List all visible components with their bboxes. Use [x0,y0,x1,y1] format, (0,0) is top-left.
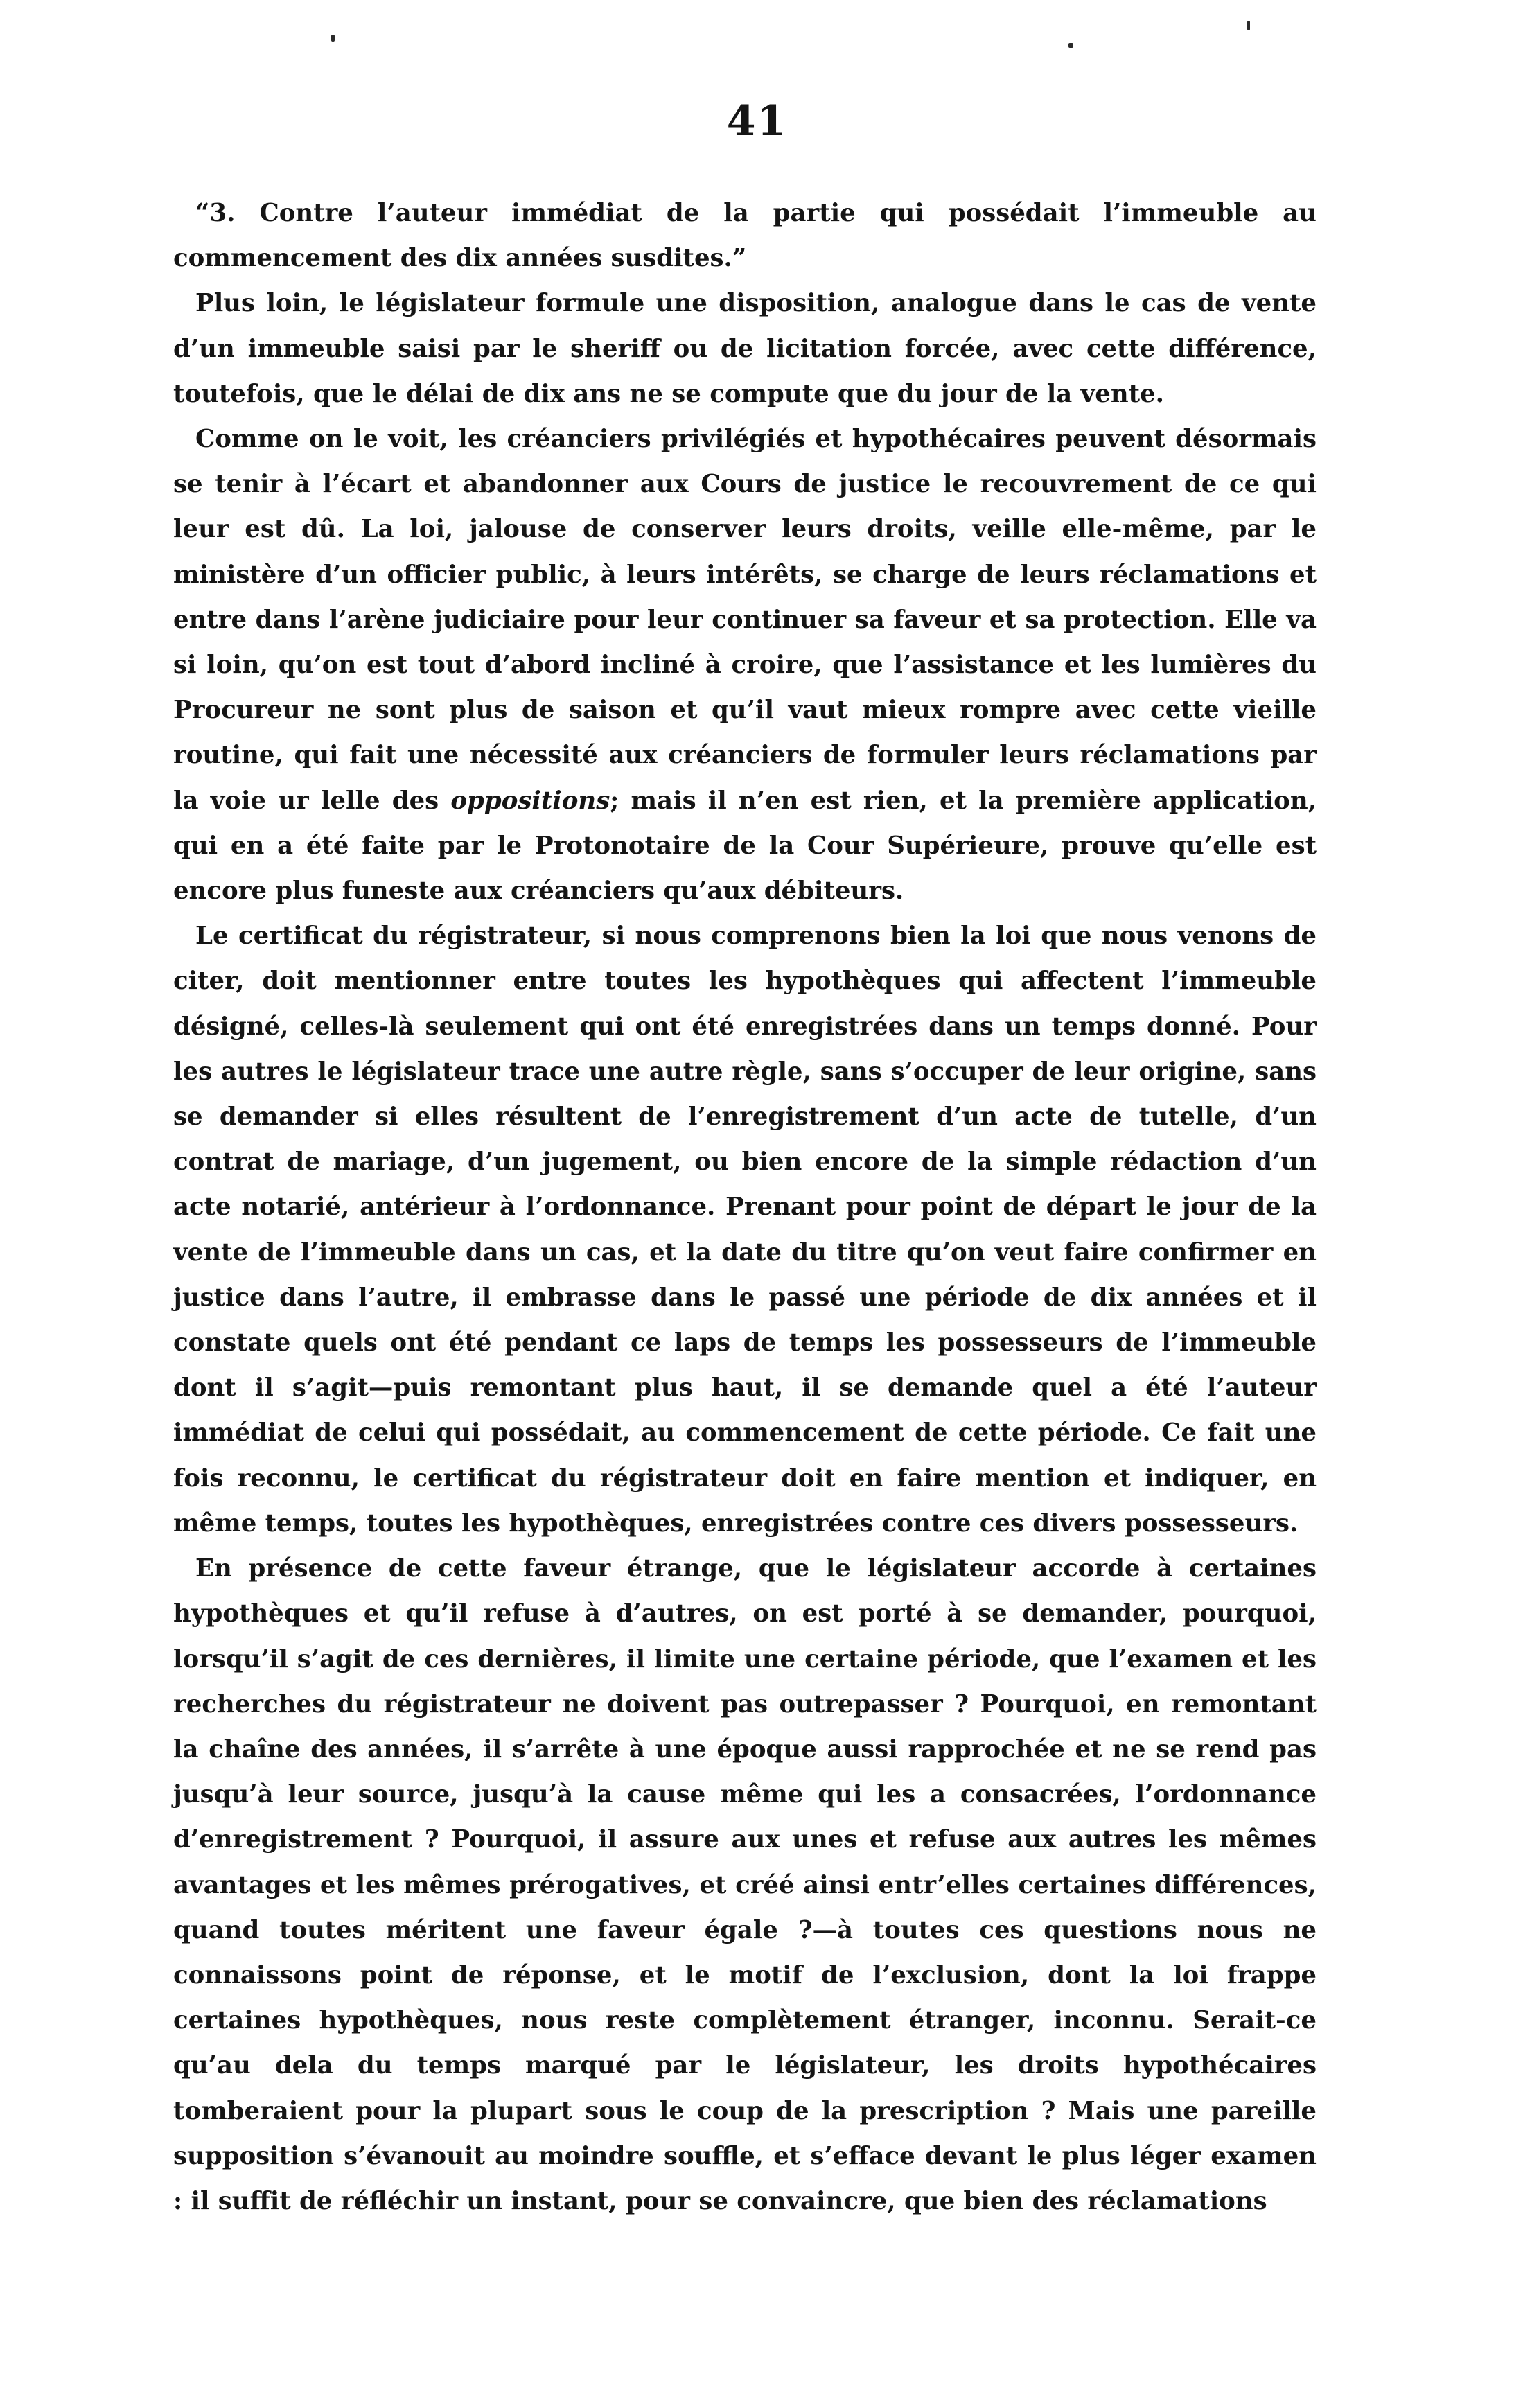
margin-speck [331,35,335,42]
paragraph: En présence de cette faveur étrange, que le législateur accorde à certaines hypothèques et qu’il refuse à d’autres, on est porté à se demander, pourquoi, lorsqu’il s’agit de ces dernières, il limite une certaine période, que l’examen et les recherches du régistrateur ne doivent pas outrepasser ? Pourquoi, en remontant la chaîne des années, il s’arrête à une époque aussi rapprochée et ne se rend pas jusqu’à leur source, jusqu’à la cause même qui les a consacrées, l’ordonnance d’enregistrement ? Pourquoi, il assure aux unes et refuse aux autres les mêmes avantages et les mêmes prérogatives, et créé ainsi entr’elles certaines différences, quand toutes méritent une faveur égale ?—à toutes ces questions nous ne connaissons point de réponse, et le motif de l’exclusion, dont la loi frappe certaines hypothèques, nous reste complètement étranger, inconnu. Serait-ce qu’au dela du temps marqué par le législateur, les droits hypothécaires tomberaient pour la plupart sous le coup de la prescription ? Mais une pareille supposition s’évanouit au moindre souffle, et s’efface devant le plus léger examen : il suffit de réfléchir un instant, pour se convaincre, que bien des réclamations [173,1554,1317,2215]
paragraph: Le certificat du régistrateur, si nous comprenons bien la loi que nous venons de citer, doit mentionner entre toutes les hypothèques qui affectent l’immeuble désigné, celles-là seulement qui ont été enregistrées dans un temps donné. Pour les autres le législateur trace une autre règle, sans s’occuper de leur origine, sans se demander si elles résultent de l’enregistrement d’un acte de tutelle, d’un contrat de mariage, d’un jugement, ou bien encore de la simple rédaction d’un acte notarié, antérieur à l’ordonnance. Prenant pour point de départ le jour de la vente de l’immeuble dans un cas, et la date du titre qu’on veut faire confirmer en justice dans l’autre, il embrasse dans le passé une période de dix années et il constate quels ont été pendant ce laps de temps les possesseurs de l’immeuble dont il s’agit—puis remontant plus haut, il se demande quel a été l’auteur immédiat de celui qui possédait, au commencement de cette période. Ce fait une fois reconnu, le certificat du régistrateur doit en faire mention et indiquer, en même temps, toutes les hypothèques, enregistrées contre ces divers possesseurs. [173,922,1317,1538]
margin-speck [1247,21,1250,30]
margin-speck [1068,43,1073,48]
paragraph [173,416,1317,913]
paragraph: Plus loin, le législateur formule une disposition, analogue dans le cas de vente d’un immeuble saisi par le sheriff ou de licitation forcée, avec cette différence, toutefois, que le délai de dix ans ne se compute que du jour de la vente. [173,289,1317,408]
italic-term: oppositions [450,786,610,815]
paragraph-text: Comme on le voit, les créanciers privilégiés et hypothécaires peuvent désormais se tenir à l’écart et abandonner aux Cours de justice le recouvrement de ce qui leur est dû. La loi, jalouse de conserver leurs droits, veille elle-même, par le ministère d’un officier public, à leurs intérêts, se charge de leurs réclamations et entre dans l’arène judiciaire pour leur continuer sa faveur et sa protection. Elle va si loin, qu’on est tout d’abord incliné à croire, que l’assistance et les lumières du Procureur ne sont plus de saison et qu’il vaut mieux rompre avec cette vieille routine, qui fait une nécessité aux créanciers de formuler leurs réclamations par la voie ur lelle des [173,425,1317,815]
body-text [173,191,1317,2224]
paragraph-text-tail: ; mais il n’en est rien, et la première application, qui en a été faite par le Protonotaire de la Cour Supérieure, prouve qu’elle est encore plus funeste aux créanciers qu’aux débiteurs. [173,786,1317,906]
page-number: 41 [726,97,788,146]
quoted-article-paragraph: “3. Contre l’auteur immédiat de la partie qui possédait l’immeuble au commencement des dix années susdites.” [173,199,1317,273]
